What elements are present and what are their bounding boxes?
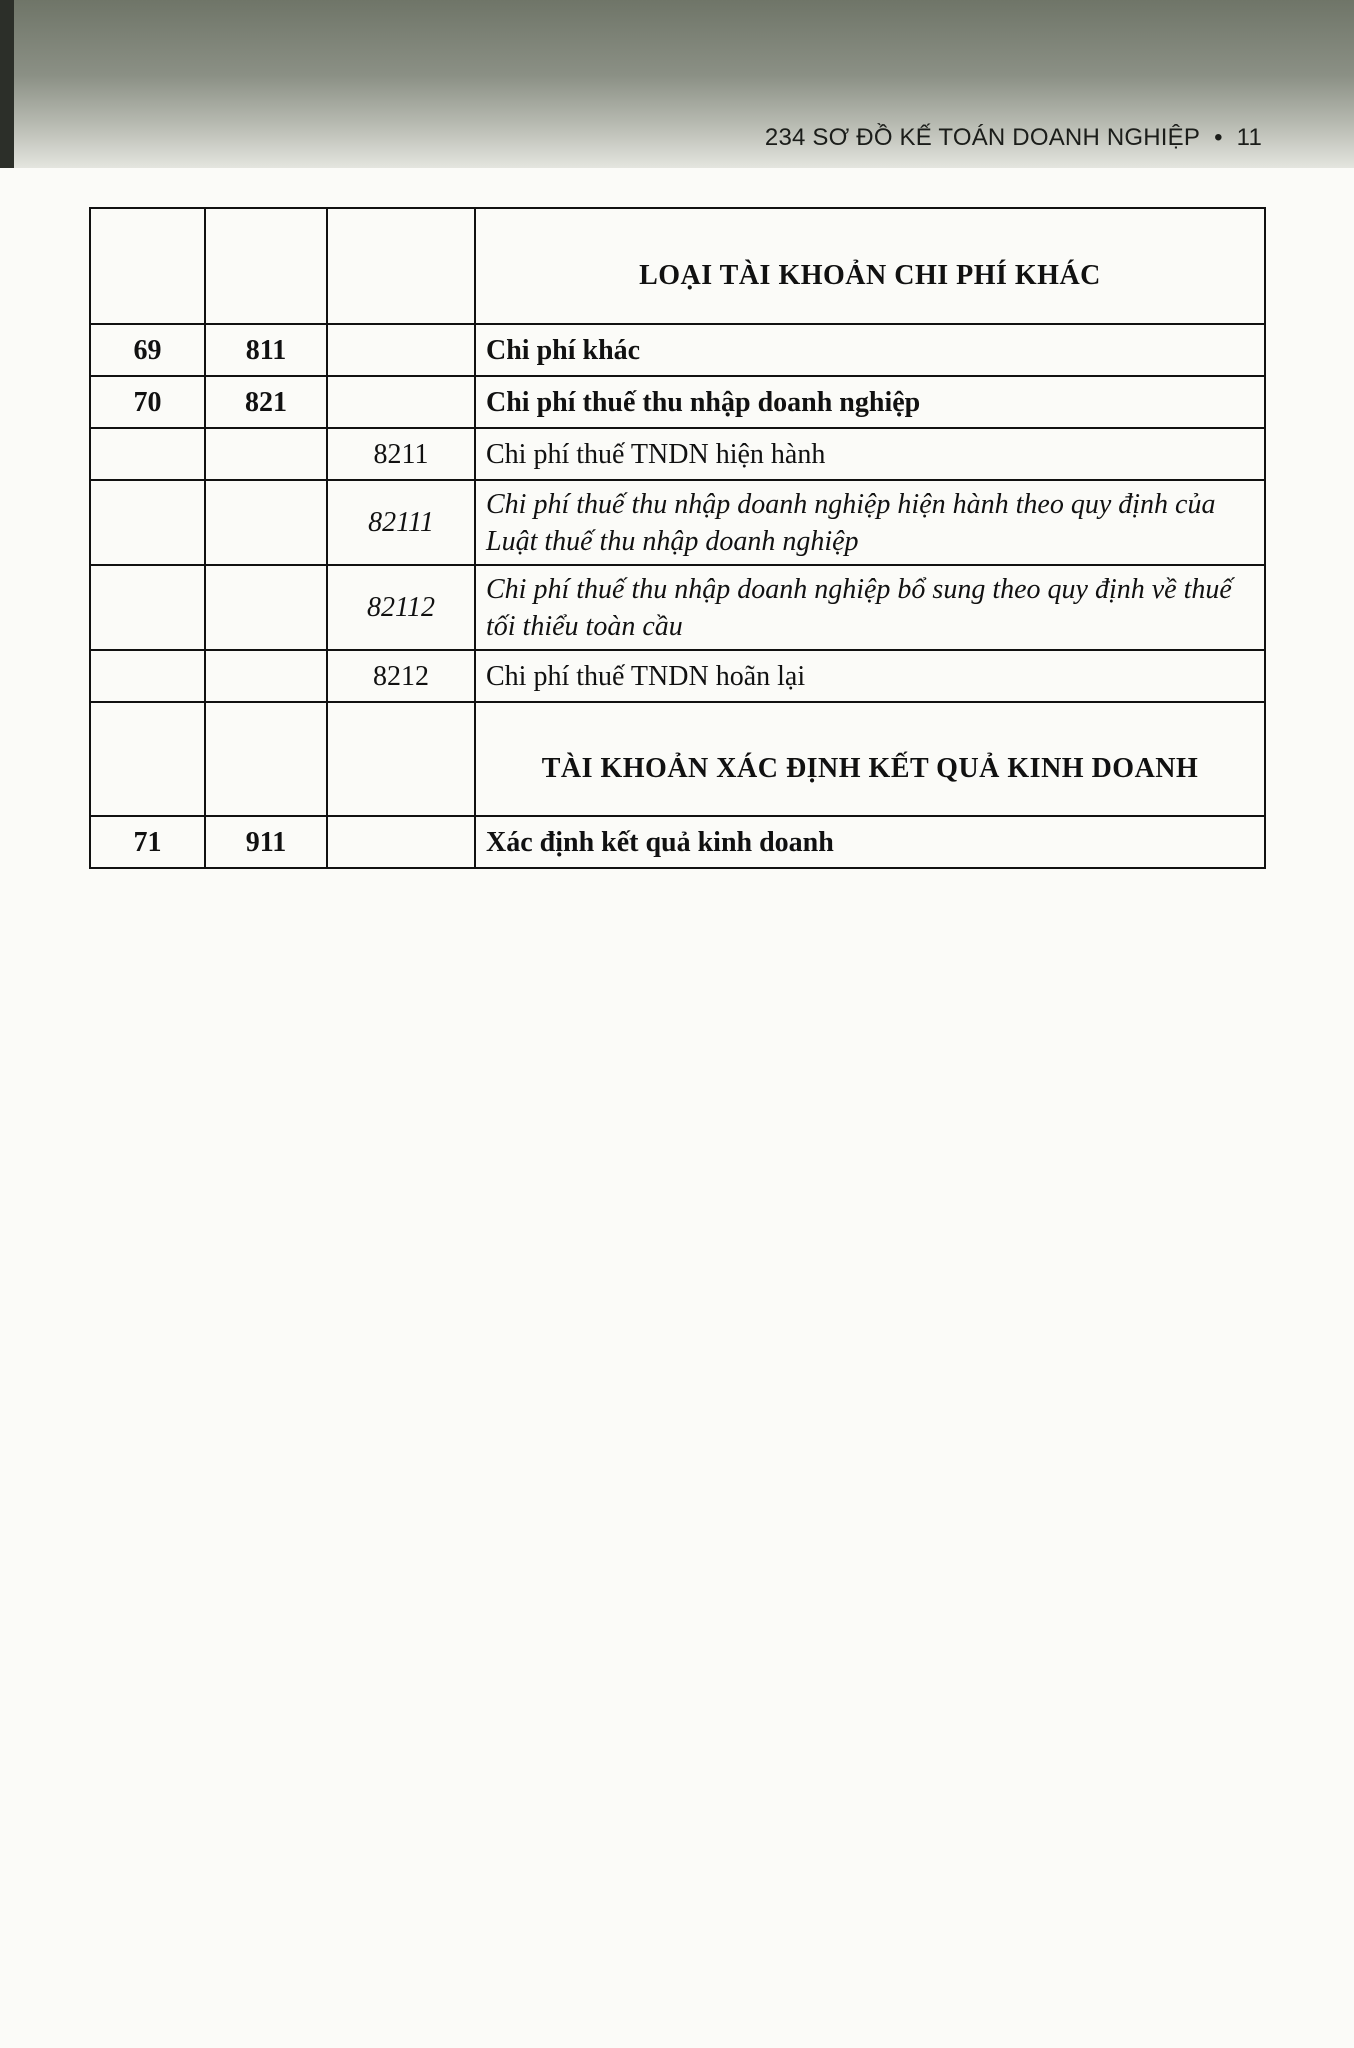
account-name: Chi phí thuế thu nhập doanh nghiệp hiện hành theo quy định của Luật thuế thu nhập doanh nghiệp — [475, 480, 1265, 565]
level1-cell: 821 — [205, 376, 327, 428]
chart-of-accounts-table — [89, 207, 1266, 869]
level1-cell — [205, 565, 327, 650]
no-cell: 69 — [90, 324, 205, 376]
book-spine-edge — [0, 0, 14, 168]
header-separator: • — [1214, 124, 1223, 151]
level1-cell — [205, 208, 327, 324]
table-row — [90, 208, 1265, 324]
table-row — [90, 428, 1265, 480]
table-row — [90, 480, 1265, 565]
table-row — [90, 324, 1265, 376]
running-header — [765, 124, 1262, 152]
account-name: Chi phí thuế TNDN hiện hành — [475, 428, 1265, 480]
no-cell — [90, 565, 205, 650]
level2-cell — [327, 702, 475, 816]
table-row — [90, 816, 1265, 868]
table-row — [90, 565, 1265, 650]
table-row — [90, 376, 1265, 428]
no-cell — [90, 702, 205, 816]
level2-cell — [327, 376, 475, 428]
level2-cell: 8212 — [327, 650, 475, 702]
level1-cell — [205, 428, 327, 480]
level2-cell — [327, 324, 475, 376]
level1-cell — [205, 650, 327, 702]
account-name: Chi phí khác — [475, 324, 1265, 376]
level2-cell: 8211 — [327, 428, 475, 480]
account-name: Chi phí thuế thu nhập doanh nghiệp — [475, 376, 1265, 428]
no-cell — [90, 650, 205, 702]
level2-cell — [327, 816, 475, 868]
account-name: Chi phí thuế TNDN hoãn lại — [475, 650, 1265, 702]
account-name: Chi phí thuế thu nhập doanh nghiệp bổ sung theo quy định về thuế tối thiểu toàn cầu — [475, 565, 1265, 650]
section-heading: LOẠI TÀI KHOẢN CHI PHÍ KHÁC — [475, 208, 1265, 324]
level2-cell: 82111 — [327, 480, 475, 565]
table-row — [90, 702, 1265, 816]
section-heading: TÀI KHOẢN XÁC ĐỊNH KẾT QUẢ KINH DOANH — [475, 702, 1265, 816]
no-cell — [90, 208, 205, 324]
level1-cell — [205, 702, 327, 816]
account-name: Xác định kết quả kinh doanh — [475, 816, 1265, 868]
no-cell — [90, 428, 205, 480]
level1-cell: 811 — [205, 324, 327, 376]
level2-cell — [327, 208, 475, 324]
no-cell: 70 — [90, 376, 205, 428]
no-cell — [90, 480, 205, 565]
page-number: 11 — [1236, 124, 1262, 151]
table-row — [90, 650, 1265, 702]
level1-cell: 911 — [205, 816, 327, 868]
level1-cell — [205, 480, 327, 565]
no-cell: 71 — [90, 816, 205, 868]
book-title: 234 SƠ ĐỒ KẾ TOÁN DOANH NGHIỆP — [764, 124, 1201, 151]
level2-cell: 82112 — [327, 565, 475, 650]
